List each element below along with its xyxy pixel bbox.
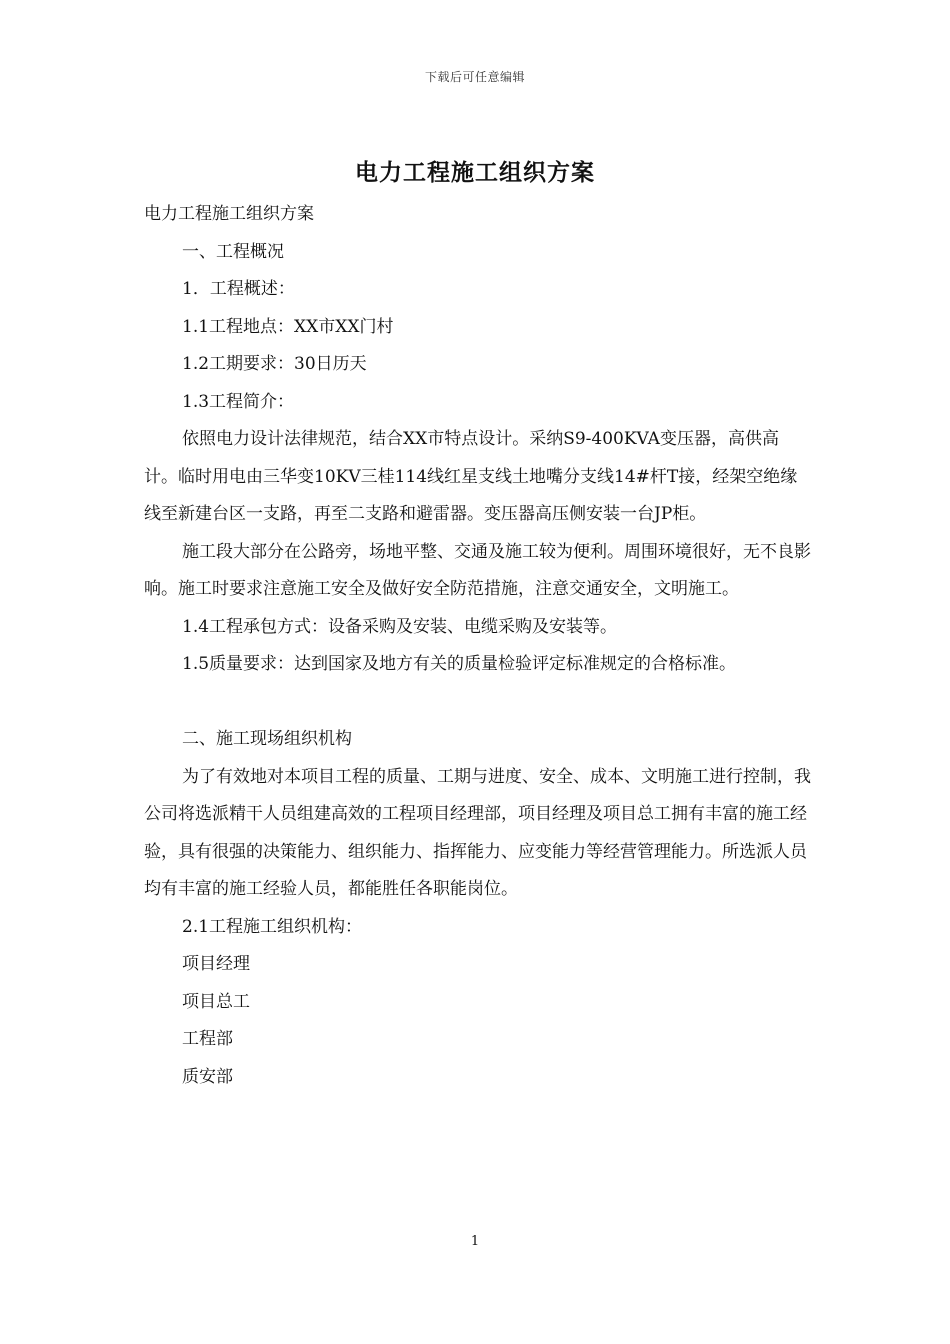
section-heading-organization: 二、施工现场组织机构 [182, 729, 352, 749]
page-number: 1 [470, 1234, 480, 1249]
list-item-project-manager: 项目经理 [182, 954, 250, 974]
header-note: 下载后可任意编辑 [424, 70, 525, 84]
section-heading-overview: 一、工程概况 [182, 241, 284, 262]
paragraph-site: 施工段大部分在公路旁，场地平整、交通及施工较为便利。周围环境很好，无不良影响。施工时要求注意施工安全及做好安全防范措施，注意交通安全，文明施工。 [144, 541, 811, 599]
paragraph-quality: 1.5质量要求：达到国家及地方有关的质量检验评定标准规定的合格标准。 [182, 654, 737, 674]
paragraph-subtitle: 电力工程施工组织方案 [144, 204, 314, 224]
list-item-quality-safety-dept: 质安部 [182, 1066, 233, 1087]
document-body [144, 196, 812, 1096]
document-title: 电力工程施工组织方案 [355, 159, 595, 186]
paragraph-location: 1.1工程地点：XX市XX门村 [182, 316, 394, 337]
subsection-heading: 1．工程概述： [182, 279, 295, 299]
paragraph-org-structure: 2.1工程施工组织机构： [182, 916, 363, 937]
list-item-chief-engineer: 项目总工 [182, 991, 250, 1012]
paragraph-contract: 1.4工程承包方式：设备采购及安装、电缆采购及安装等。 [182, 616, 618, 637]
paragraph-organization: 为了有效地对本项目工程的质量、工期与进度、安全、成本、文明施工进行控制，我公司将选派精干人员组建高效的工程项目经理部，项目经理及项目总工拥有丰富的施工经验，具有很强的决策能力、组织能力、指挥能力、应变能力等经营管理能力。所选派人员均有丰富的施工经验人员，都能胜任各职能岗位。 [144, 766, 811, 899]
paragraph-duration: 1.2工期要求：30日历天 [182, 354, 367, 374]
list-item-engineering-dept: 工程部 [182, 1029, 233, 1049]
paragraph-intro: 依照电力设计法律规范，结合XX市特点设计。采纳S9-400KVA变压器，高供高计。临时用电由三华变10KV三桂114线红星支线土地嘴分支线14#杆T接，经架空绝缘线至新建台区一支路，再至二支路和避雷器。变压器高压侧安装一台JP柜。 [144, 429, 798, 524]
blank-line [144, 684, 812, 722]
paragraph-intro-heading: 1.3工程简介： [182, 391, 295, 412]
